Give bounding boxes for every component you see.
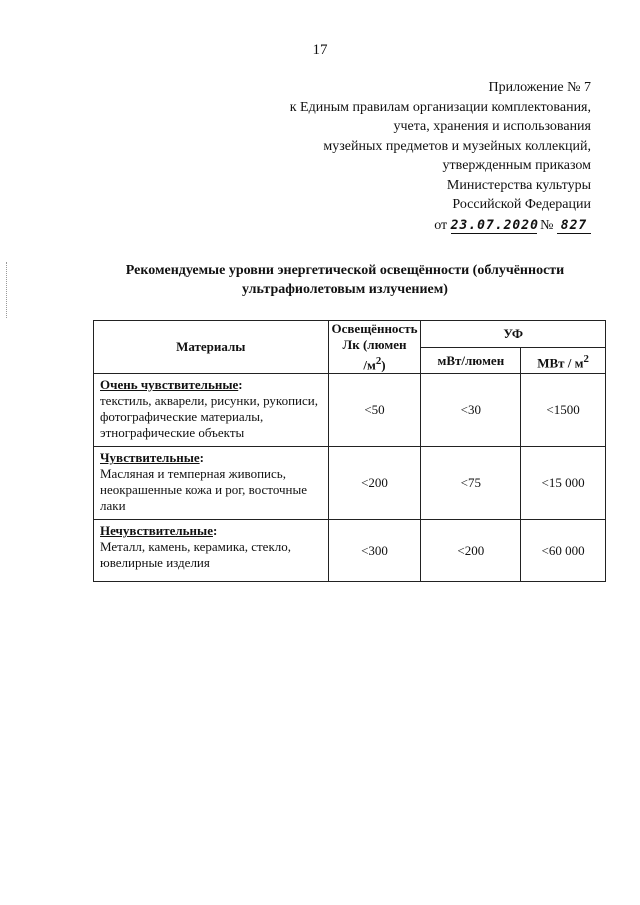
appendix-line: к Единым правилам организации комплектования, (289, 99, 591, 115)
order-date-number-line (231, 216, 591, 236)
uv-per-m2-value: <15 000 (521, 447, 606, 520)
category-label (100, 523, 217, 538)
handwritten-date: 23.07.2020 (450, 217, 539, 233)
uv-per-lumen-value: <200 (421, 520, 521, 582)
category-colon: : (199, 450, 204, 466)
uv-per-lumen-value: <30 (421, 374, 521, 447)
header-materials: Материалы (94, 321, 329, 374)
header-uv-per-m2-text: МВт / м (537, 354, 584, 370)
uv-per-m2-value: <1500 (521, 374, 606, 447)
header-uv-per-m2-sup: 2 (583, 352, 589, 365)
table-row (94, 374, 606, 447)
category-name: Очень чувствительные (100, 377, 239, 393)
appendix-line: Приложение № 7 (488, 80, 591, 95)
material-description: Металл, камень, керамика, стекло, ювелирные изделия (100, 539, 292, 571)
scan-margin-mark (6, 262, 8, 318)
header-uv-per-m2 (521, 348, 606, 374)
category-name: Нечувствительные (100, 523, 213, 539)
material-cell (94, 520, 329, 582)
material-cell (94, 374, 329, 447)
header-illuminance-line3: /м (363, 357, 376, 373)
appendix-line: утвержденным приказом (442, 158, 591, 173)
appendix-header (231, 78, 591, 235)
material-cell (94, 447, 329, 520)
header-uv-per-lumen: мВт/люмен (421, 348, 521, 374)
category-colon: : (212, 523, 218, 539)
header-illuminance-line1: Освещённость (331, 321, 418, 336)
material-description: текстиль, акварели, рисунки, рукописи, фотографические материалы, этнографические объекты (100, 393, 318, 441)
uv-per-lumen-value: <75 (421, 447, 521, 520)
appendix-line: Министерства культуры (446, 177, 591, 193)
category-label (100, 377, 243, 392)
lighting-levels-table (93, 320, 606, 582)
category-colon: : (238, 377, 243, 393)
header-illuminance (328, 321, 421, 374)
appendix-line: учета, хранения и использования (393, 119, 591, 134)
appendix-line: музейных предметов и музейных коллекций, (323, 138, 591, 154)
page-number: 17 (312, 42, 328, 58)
illuminance-value: <200 (328, 447, 421, 520)
category-name: Чувствительные (100, 450, 200, 466)
document-title: Рекомендуемые уровни энергетической освещённости (облучённости ультрафиолетовым излучением) (125, 263, 565, 297)
from-label: от (434, 217, 448, 233)
number-label: № (540, 217, 554, 233)
handwritten-number: 827 (557, 218, 591, 234)
material-description: Масляная и темперная живопись, неокрашенные кожа и рог, восточные лаки (100, 466, 307, 514)
header-illuminance-line2: Лк (люмен (342, 337, 407, 352)
table-row (94, 447, 606, 520)
table-row (94, 520, 606, 582)
uv-per-m2-value: <60 000 (521, 520, 606, 582)
header-illuminance-close: ) (381, 357, 386, 373)
header-uv: УФ (421, 321, 606, 348)
header-illuminance-sup: 2 (375, 355, 382, 367)
illuminance-value: <300 (328, 520, 421, 582)
category-label (100, 450, 204, 465)
illuminance-value: <50 (328, 374, 421, 447)
appendix-line: Российской Федерации (452, 197, 591, 212)
